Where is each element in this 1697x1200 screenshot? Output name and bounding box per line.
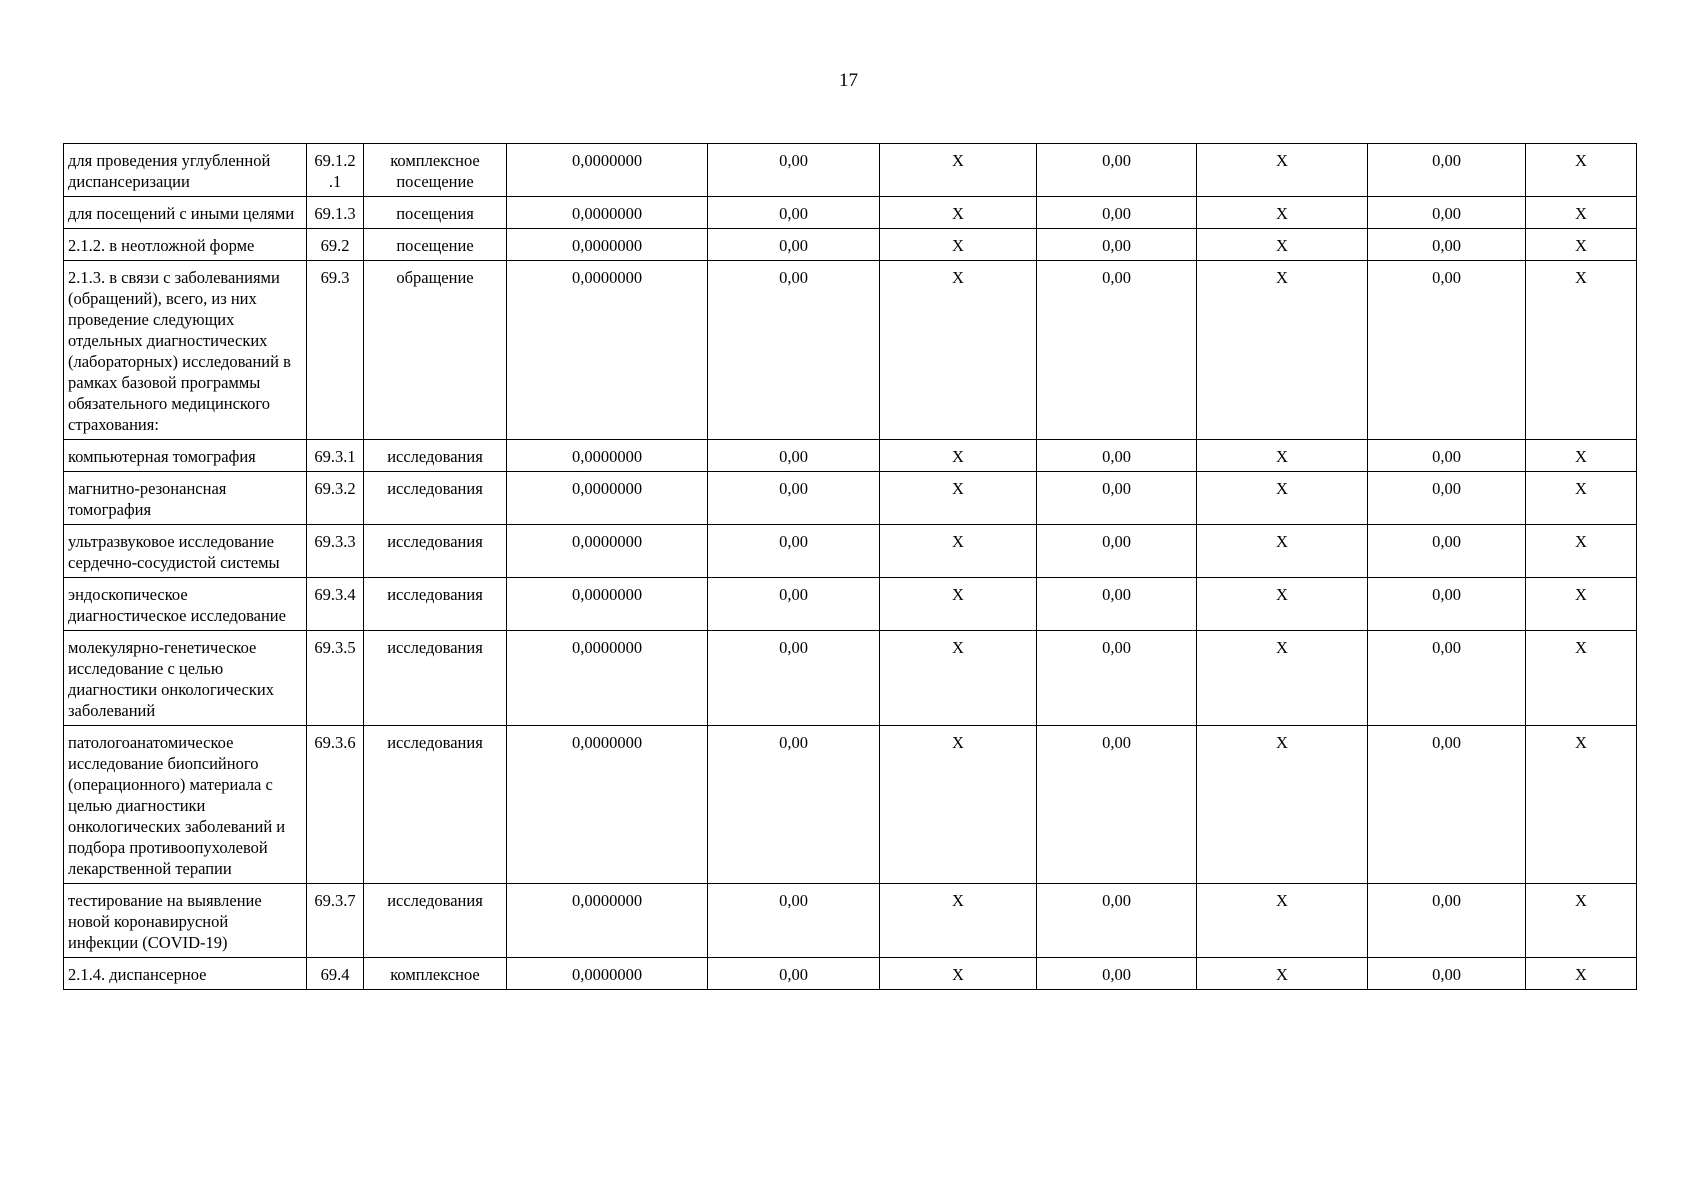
row-x-3-cell: X xyxy=(1526,197,1637,229)
row-x-3-cell: X xyxy=(1526,726,1637,884)
row-x-3-cell: X xyxy=(1526,958,1637,990)
row-value-3-cell: 0,00 xyxy=(1368,578,1526,631)
row-value-3-cell: 0,00 xyxy=(1368,261,1526,440)
data-table xyxy=(63,143,1637,990)
row-value-2-cell: 0,00 xyxy=(1037,525,1197,578)
row-name-cell: тестирование на выявление новой коронавирусной инфекции (COVID-19) xyxy=(64,884,307,958)
row-x-3-cell: X xyxy=(1526,525,1637,578)
row-x-1-cell: X xyxy=(880,631,1037,726)
page-number: 17 xyxy=(839,70,858,91)
row-code-cell: 69.1.2 .1 xyxy=(307,144,364,197)
row-unit-cell: исследования xyxy=(364,578,507,631)
row-value-1-cell: 0,00 xyxy=(708,631,880,726)
row-norm-cell: 0,0000000 xyxy=(507,525,708,578)
row-norm-cell: 0,0000000 xyxy=(507,958,708,990)
row-x-3-cell: X xyxy=(1526,144,1637,197)
row-value-2-cell: 0,00 xyxy=(1037,144,1197,197)
table-row xyxy=(64,631,1637,726)
row-code-cell: 69.3.6 xyxy=(307,726,364,884)
table-row xyxy=(64,958,1637,990)
row-value-1-cell: 0,00 xyxy=(708,144,880,197)
row-x-1-cell: X xyxy=(880,726,1037,884)
row-unit-cell: исследования xyxy=(364,726,507,884)
row-code-cell: 69.2 xyxy=(307,229,364,261)
row-code-cell: 69.4 xyxy=(307,958,364,990)
table-row xyxy=(64,472,1637,525)
table-body xyxy=(64,144,1637,990)
row-norm-cell: 0,0000000 xyxy=(507,726,708,884)
row-x-1-cell: X xyxy=(880,261,1037,440)
row-x-3-cell: X xyxy=(1526,578,1637,631)
row-norm-cell: 0,0000000 xyxy=(507,261,708,440)
row-unit-cell: исследования xyxy=(364,440,507,472)
row-value-1-cell: 0,00 xyxy=(708,726,880,884)
row-unit-cell: исследования xyxy=(364,525,507,578)
row-value-3-cell: 0,00 xyxy=(1368,884,1526,958)
row-norm-cell: 0,0000000 xyxy=(507,631,708,726)
row-value-3-cell: 0,00 xyxy=(1368,472,1526,525)
row-x-2-cell: X xyxy=(1197,197,1368,229)
row-value-2-cell: 0,00 xyxy=(1037,726,1197,884)
row-x-2-cell: X xyxy=(1197,578,1368,631)
row-value-2-cell: 0,00 xyxy=(1037,884,1197,958)
row-value-1-cell: 0,00 xyxy=(708,578,880,631)
row-x-3-cell: X xyxy=(1526,229,1637,261)
row-norm-cell: 0,0000000 xyxy=(507,144,708,197)
row-value-2-cell: 0,00 xyxy=(1037,578,1197,631)
row-x-1-cell: X xyxy=(880,525,1037,578)
table-row xyxy=(64,525,1637,578)
row-value-2-cell: 0,00 xyxy=(1037,472,1197,525)
row-value-1-cell: 0,00 xyxy=(708,229,880,261)
row-code-cell: 69.3.4 xyxy=(307,578,364,631)
row-code-cell: 69.3.1 xyxy=(307,440,364,472)
row-x-2-cell: X xyxy=(1197,261,1368,440)
row-name-cell: эндоскопическое диагностическое исследование xyxy=(64,578,307,631)
row-x-2-cell: X xyxy=(1197,472,1368,525)
row-unit-cell: комплексное xyxy=(364,958,507,990)
row-unit-cell: исследования xyxy=(364,884,507,958)
row-name-cell: молекулярно-генетическое исследование с целью диагностики онкологических заболеваний xyxy=(64,631,307,726)
row-x-1-cell: X xyxy=(880,144,1037,197)
row-x-2-cell: X xyxy=(1197,440,1368,472)
row-value-3-cell: 0,00 xyxy=(1368,197,1526,229)
row-x-1-cell: X xyxy=(880,958,1037,990)
row-name-cell: для проведения углубленной диспансеризации xyxy=(64,144,307,197)
row-unit-cell: обращение xyxy=(364,261,507,440)
row-x-2-cell: X xyxy=(1197,144,1368,197)
table-row xyxy=(64,229,1637,261)
row-value-2-cell: 0,00 xyxy=(1037,261,1197,440)
row-x-3-cell: X xyxy=(1526,440,1637,472)
row-unit-cell: исследования xyxy=(364,631,507,726)
row-code-cell: 69.3.2 xyxy=(307,472,364,525)
row-x-2-cell: X xyxy=(1197,631,1368,726)
row-x-2-cell: X xyxy=(1197,884,1368,958)
row-value-1-cell: 0,00 xyxy=(708,472,880,525)
row-name-cell: магнитно-резонансная томография xyxy=(64,472,307,525)
row-x-1-cell: X xyxy=(880,578,1037,631)
row-value-1-cell: 0,00 xyxy=(708,958,880,990)
table-row xyxy=(64,440,1637,472)
table-row xyxy=(64,578,1637,631)
row-value-3-cell: 0,00 xyxy=(1368,726,1526,884)
row-value-3-cell: 0,00 xyxy=(1368,631,1526,726)
row-norm-cell: 0,0000000 xyxy=(507,578,708,631)
row-value-3-cell: 0,00 xyxy=(1368,525,1526,578)
row-norm-cell: 0,0000000 xyxy=(507,884,708,958)
row-norm-cell: 0,0000000 xyxy=(507,440,708,472)
table-row xyxy=(64,144,1637,197)
row-norm-cell: 0,0000000 xyxy=(507,472,708,525)
row-code-cell: 69.3.7 xyxy=(307,884,364,958)
row-x-1-cell: X xyxy=(880,229,1037,261)
row-value-1-cell: 0,00 xyxy=(708,261,880,440)
row-name-cell: 2.1.4. диспансерное xyxy=(64,958,307,990)
row-value-1-cell: 0,00 xyxy=(708,440,880,472)
row-norm-cell: 0,0000000 xyxy=(507,197,708,229)
table-row xyxy=(64,726,1637,884)
row-value-1-cell: 0,00 xyxy=(708,884,880,958)
row-name-cell: компьютерная томография xyxy=(64,440,307,472)
row-unit-cell: посещения xyxy=(364,197,507,229)
row-unit-cell: посещение xyxy=(364,229,507,261)
row-x-3-cell: X xyxy=(1526,261,1637,440)
row-name-cell: патологоанатомическое исследование биопсийного (операционного) материала с целью диагностики онкологических заболеваний и подбора противоопухолевой лекарственной терапии xyxy=(64,726,307,884)
row-name-cell: ультразвуковое исследование сердечно-сосудистой системы xyxy=(64,525,307,578)
row-x-1-cell: X xyxy=(880,197,1037,229)
row-value-1-cell: 0,00 xyxy=(708,525,880,578)
row-value-2-cell: 0,00 xyxy=(1037,197,1197,229)
table-row xyxy=(64,197,1637,229)
row-unit-cell: комплексное посещение xyxy=(364,144,507,197)
row-code-cell: 69.1.3 xyxy=(307,197,364,229)
row-name-cell: для посещений с иными целями xyxy=(64,197,307,229)
table-row xyxy=(64,261,1637,440)
row-value-2-cell: 0,00 xyxy=(1037,440,1197,472)
row-value-1-cell: 0,00 xyxy=(708,197,880,229)
row-code-cell: 69.3.3 xyxy=(307,525,364,578)
row-value-2-cell: 0,00 xyxy=(1037,631,1197,726)
table-row xyxy=(64,884,1637,958)
row-x-2-cell: X xyxy=(1197,525,1368,578)
row-x-1-cell: X xyxy=(880,884,1037,958)
row-value-2-cell: 0,00 xyxy=(1037,958,1197,990)
row-code-cell: 69.3.5 xyxy=(307,631,364,726)
row-x-2-cell: X xyxy=(1197,726,1368,884)
row-x-3-cell: X xyxy=(1526,884,1637,958)
row-name-cell: 2.1.3. в связи с заболеваниями (обращений), всего, из них проведение следующих отдельных диагностических (лабораторных) исследований в рамках базовой программы обязательного медицинского страхования: xyxy=(64,261,307,440)
row-unit-cell: исследования xyxy=(364,472,507,525)
row-x-3-cell: X xyxy=(1526,631,1637,726)
row-value-2-cell: 0,00 xyxy=(1037,229,1197,261)
row-value-3-cell: 0,00 xyxy=(1368,229,1526,261)
row-value-3-cell: 0,00 xyxy=(1368,440,1526,472)
row-x-2-cell: X xyxy=(1197,229,1368,261)
row-value-3-cell: 0,00 xyxy=(1368,958,1526,990)
row-x-1-cell: X xyxy=(880,472,1037,525)
row-name-cell: 2.1.2. в неотложной форме xyxy=(64,229,307,261)
row-value-3-cell: 0,00 xyxy=(1368,144,1526,197)
row-x-1-cell: X xyxy=(880,440,1037,472)
row-norm-cell: 0,0000000 xyxy=(507,229,708,261)
row-code-cell: 69.3 xyxy=(307,261,364,440)
row-x-2-cell: X xyxy=(1197,958,1368,990)
row-x-3-cell: X xyxy=(1526,472,1637,525)
